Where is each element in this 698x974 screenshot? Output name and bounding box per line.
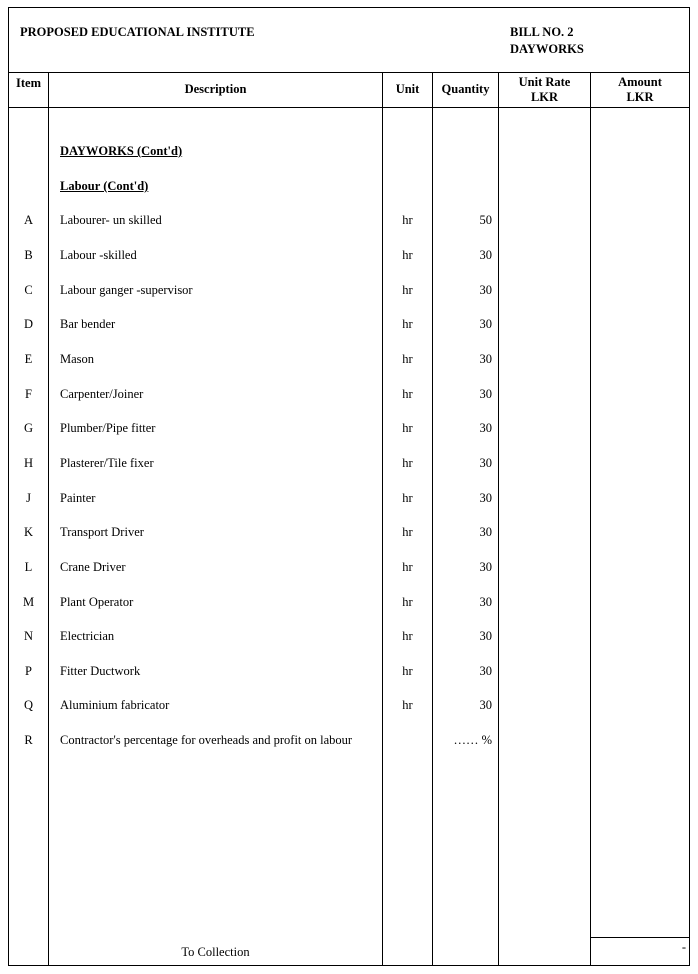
item-code: K [23, 525, 34, 539]
column-header-item: Item [9, 72, 48, 108]
item-description: Plant Operator [60, 595, 134, 609]
item-description: Aluminium fabricator [60, 698, 170, 712]
item-code: A [23, 213, 34, 227]
item-unit: hr [402, 213, 413, 227]
section-heading: DAYWORKS (Cont'd) [60, 144, 183, 158]
item-code: F [25, 387, 32, 401]
item-unit: hr [402, 317, 413, 331]
column-header-amount: Amount LKR [591, 72, 689, 108]
item-unit: hr [402, 560, 413, 574]
item-code: Q [23, 698, 34, 712]
item-quantity: …… % [453, 733, 492, 747]
item-quantity: 50 [479, 213, 492, 227]
item-description: Labourer- un skilled [60, 213, 162, 227]
item-description: Labour -skilled [60, 248, 137, 262]
item-code: M [22, 595, 35, 609]
column-rule [48, 72, 49, 965]
collection-amount: - [681, 940, 686, 954]
subsection-heading: Labour (Cont'd) [60, 179, 149, 193]
item-description: Crane Driver [60, 560, 126, 574]
item-code: L [24, 560, 33, 574]
column-rule [382, 72, 383, 965]
item-quantity: 30 [479, 698, 492, 712]
item-quantity: 30 [479, 421, 492, 435]
column-header-description: Description [49, 72, 382, 108]
item-quantity: 30 [479, 560, 492, 574]
column-rule [432, 72, 433, 965]
item-description: Bar bender [60, 317, 116, 331]
item-quantity: 30 [479, 248, 492, 262]
item-unit: hr [402, 698, 413, 712]
item-code: H [23, 456, 34, 470]
item-quantity: 30 [479, 664, 492, 678]
column-header-unit-rate: Unit Rate LKR [499, 72, 590, 108]
item-description: Fitter Ductwork [60, 664, 141, 678]
item-description: Painter [60, 491, 96, 505]
column-header-unit: Unit [383, 72, 432, 108]
column-header-quantity: Quantity [433, 72, 498, 108]
item-unit: hr [402, 387, 413, 401]
item-quantity: 30 [479, 595, 492, 609]
collection-label: To Collection [181, 945, 250, 959]
project-title: PROPOSED EDUCATIONAL INSTITUTE [20, 25, 255, 39]
item-unit: hr [402, 629, 413, 643]
item-description: Transport Driver [60, 525, 144, 539]
item-description: Contractor's percentage for overheads and profit on labour [60, 733, 353, 747]
item-code: J [26, 491, 31, 505]
item-quantity: 30 [479, 317, 492, 331]
item-unit: hr [402, 491, 413, 505]
item-quantity: 30 [479, 283, 492, 297]
item-code: B [24, 248, 33, 262]
item-description: Electrician [60, 629, 115, 643]
item-unit: hr [402, 595, 413, 609]
item-quantity: 30 [479, 456, 492, 470]
column-rule [590, 72, 591, 965]
bill-header [9, 8, 689, 73]
item-unit: hr [402, 456, 413, 470]
item-description: Plumber/Pipe fitter [60, 421, 156, 435]
item-unit: hr [402, 352, 413, 366]
item-code: R [24, 733, 33, 747]
bill-sheet [8, 7, 690, 966]
item-quantity: 30 [479, 491, 492, 505]
bill-name: DAYWORKS [510, 42, 584, 56]
item-quantity: 30 [479, 525, 492, 539]
item-unit: hr [402, 283, 413, 297]
item-unit: hr [402, 248, 413, 262]
bill-number: BILL NO. 2 [510, 25, 574, 39]
item-unit: hr [402, 664, 413, 678]
item-description: Plasterer/Tile fixer [60, 456, 154, 470]
item-code: C [24, 283, 33, 297]
column-rule [498, 72, 499, 965]
item-description: Labour ganger -supervisor [60, 283, 193, 297]
item-unit: hr [402, 421, 413, 435]
item-code: E [24, 352, 33, 366]
item-code: P [25, 664, 32, 678]
item-quantity: 30 [479, 629, 492, 643]
item-code: N [23, 629, 34, 643]
item-quantity: 30 [479, 387, 492, 401]
item-description: Mason [60, 352, 95, 366]
collection-rule [590, 937, 690, 938]
item-code: D [23, 317, 34, 331]
item-unit: hr [402, 525, 413, 539]
item-description: Carpenter/Joiner [60, 387, 144, 401]
item-quantity: 30 [479, 352, 492, 366]
item-code: G [23, 421, 34, 435]
